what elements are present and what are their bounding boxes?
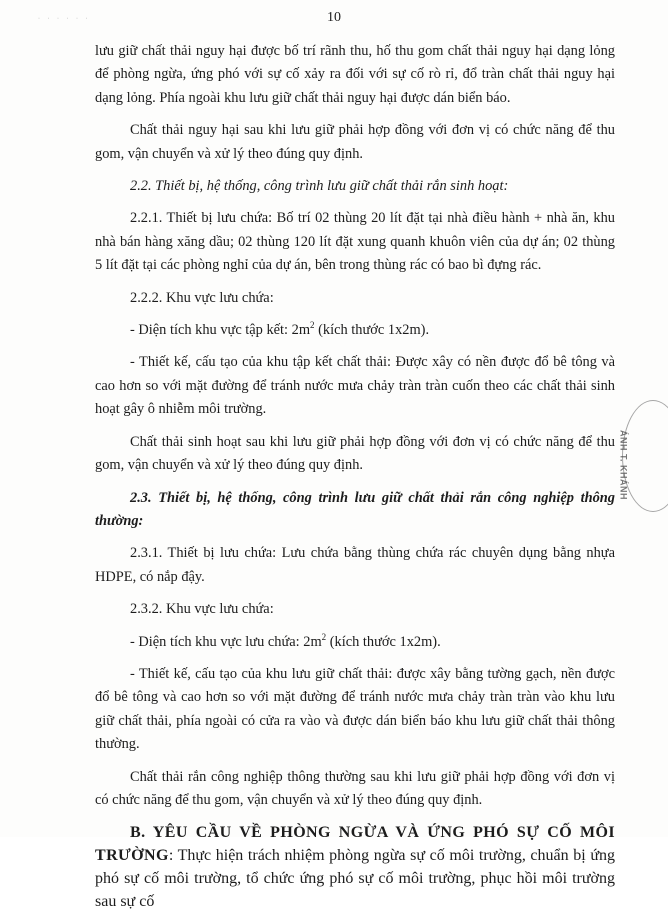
area-superscript: 2 (321, 631, 327, 642)
area-superscript: 2 (310, 320, 315, 331)
paragraph-2-3-2-area (95, 631, 615, 654)
paragraph-2-2-1: 2.2.1. Thiết bị lưu chứa: Bố trí 02 thùng 20 lít đặt tại nhà điều hành + nhà ăn, khu nhà bán hàng xăng dầu; 02 thùng 120 lít đặt xung quanh khuôn viên của dự án; 02 thùng 5 lít đặt tại các phòng nghỉ của dự án, bên trong thùng rác có bao bì đựng rác. (95, 210, 615, 274)
paragraph-hazardous-storage: lưu giữ chất thải nguy hại được bố trí rãnh thu, hố thu gom chất thải nguy hại dạng lỏng để phòng ngừa, ứng phó với sự cố xảy ra đối với sự cố rò rỉ, đổ tràn chất thải nguy hại dạng lỏng. Phía ngoài khu lưu giữ chất thải nguy hại được dán biển báo. (95, 43, 615, 106)
heading-2-2: 2.2. Thiết bị, hệ thống, công trình lưu giữ chất thải rắn sinh hoạt: (130, 178, 509, 195)
scan-marks: · · · · · · (38, 16, 91, 22)
paragraph-2-3-1: 2.3.1. Thiết bị lưu chứa: Lưu chứa bằng thùng chứa rác chuyên dụng bằng nhựa HDPE, có nắp đậy. (95, 545, 615, 585)
area-text: - Diện tích khu vực lưu chứa: 2m (130, 633, 322, 650)
area-size-text: (kích thước 1x2m). (314, 322, 430, 339)
section-b-heading: B. YÊU CẦU VỀ PHÒNG NGỪA VÀ ỨNG PHÓ SỰ CỐ MÔI TRƯỜNG (95, 824, 615, 865)
paragraph-2-3-2: 2.3.2. Khu vực lưu chứa: (130, 601, 274, 618)
paragraph-industrial-contract: Chất thải rắn công nghiệp thông thường sau khi lưu giữ phải hợp đồng với đơn vị có chức năng để thu gom, vận chuyển và xử lý theo đúng quy định. (95, 768, 615, 808)
heading-2-3: 2.3. Thiết bị, hệ thống, công trình lưu giữ chất thải rắn công nghiệp thông thường: (95, 489, 615, 529)
paragraph-domestic-contract: Chất thải sinh hoạt sau khi lưu giữ phải hợp đồng với đơn vị có chức năng để thu gom, vận chuyển và xử lý theo đúng quy định. (95, 433, 615, 474)
stamp-text: ÁNH T. KHÁNH (618, 430, 629, 500)
paragraph-2-3-2-design: - Thiết kế, cấu tạo của khu lưu giữ chất thải: được xây bằng tường gạch, nền được đổ bê tông và cao hơn so với mặt đường để tránh nước mưa chảy tràn tràn vào khu lưu giữ chất thải, phía ngoài có cửa ra vào và được dán biển báo khu lưu giữ chất thải thông thường. (95, 665, 615, 753)
page-number: 10 (327, 10, 341, 25)
paragraph-2-2-2: 2.2.2. Khu vực lưu chứa: (130, 289, 274, 306)
document-body (95, 40, 615, 913)
paragraph-hazardous-contract: Chất thải nguy hại sau khi lưu giữ phải hợp đồng với đơn vị có chức năng để thu gom, vận chuyển và xử lý theo đúng quy định. (95, 122, 615, 162)
paragraph-2-2-2-design: - Thiết kế, cấu tạo của khu tập kết chất thải: Được xây có nền được đổ bê tông và cao hơn so với mặt đường để tránh nước mưa chảy tràn tràn cuốn theo các chất thải sinh hoạt gây ô nhiễm môi trường. (95, 354, 615, 418)
paragraph-2-2-2-area (95, 319, 615, 342)
section-b (95, 821, 615, 913)
area-text: - Diện tích khu vực tập kết: 2m (130, 322, 311, 339)
area-size-text: (kích thước 1x2m). (326, 633, 441, 650)
section-b-text: : Thực hiện trách nhiệm phòng ngừa sự cố môi trường, chuẩn bị ứng phó sự cố môi trường, tổ chức ứng phó sự cố môi trường, phục hồi môi trường sau sự cố (95, 847, 615, 911)
